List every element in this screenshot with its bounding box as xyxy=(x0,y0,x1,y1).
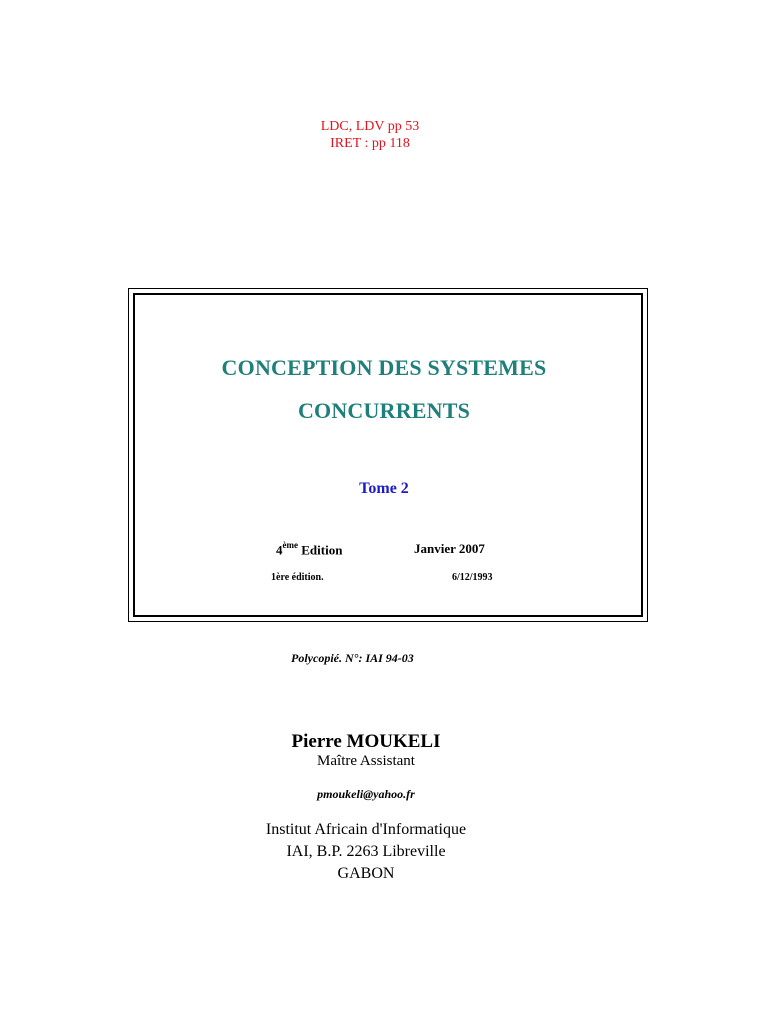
first-edition-date: 6/12/1993 xyxy=(452,572,493,583)
edition-word: Edition xyxy=(298,542,343,558)
author-name: Pierre MOUKELI xyxy=(291,731,441,752)
institution-name: Institut Africain d'Informatique xyxy=(265,821,467,838)
polycopie-number: Polycopié. N°: IAI 94-03 xyxy=(291,651,414,665)
document-title-line-2: CONCURRENTS xyxy=(297,398,471,423)
edition-label xyxy=(276,541,342,558)
document-title-line-1: CONCEPTION DES SYSTEMES xyxy=(221,355,547,380)
author-email: pmoukeli@yahoo.fr xyxy=(317,787,415,801)
edition-superscript: ème xyxy=(282,540,298,550)
reference-line-iret: IRET : pp 118 xyxy=(330,136,410,151)
title-frame-inner-border xyxy=(133,293,643,617)
institution-country: GABON xyxy=(337,865,395,882)
tome-label: Tome 2 xyxy=(359,480,409,497)
reference-notes xyxy=(250,118,490,152)
first-edition-label: 1ère édition. xyxy=(271,572,324,583)
institution-address: IAI, B.P. 2263 Libreville xyxy=(286,843,446,860)
author-role: Maître Assistant xyxy=(317,753,415,769)
edition-date: Janvier 2007 xyxy=(414,541,485,556)
reference-line-ldc: LDC, LDV pp 53 xyxy=(320,119,420,134)
title-frame xyxy=(128,288,648,622)
edition-number: 4 xyxy=(276,542,283,558)
